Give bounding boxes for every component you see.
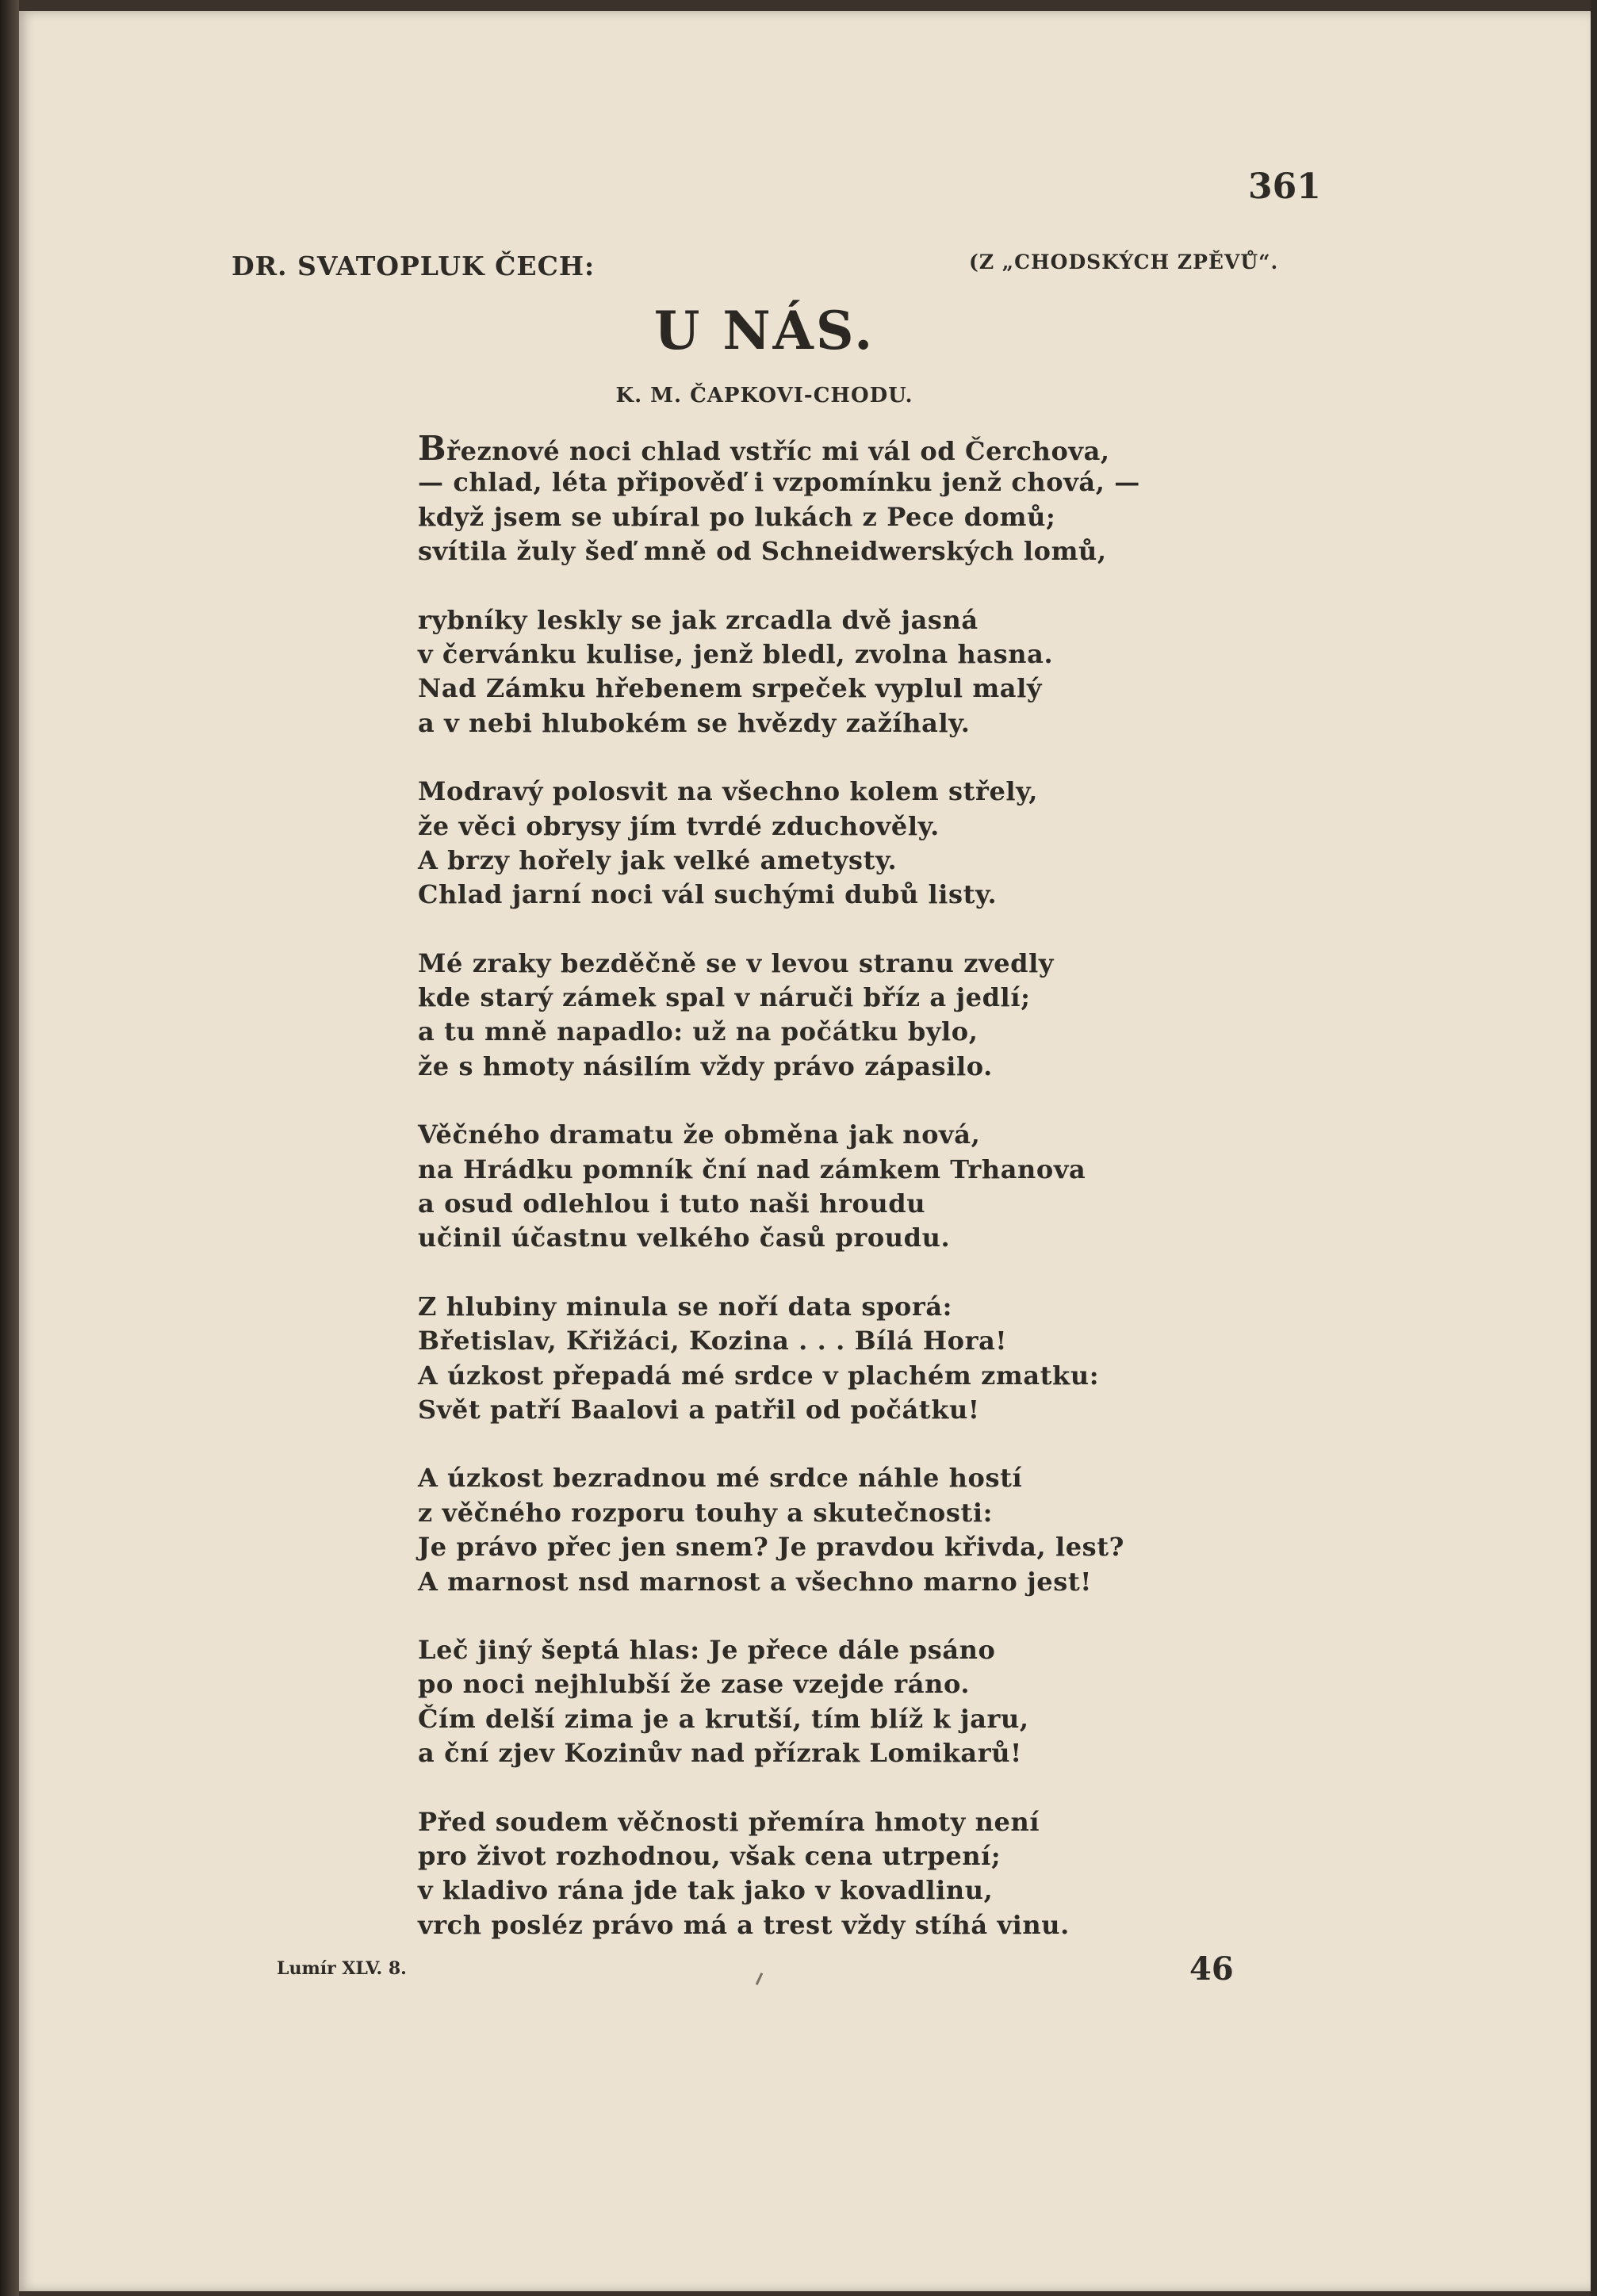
stanza — [418, 1461, 1211, 1599]
poem-line: z věčného rozporu touhy a skutečnosti: — [418, 1497, 994, 1528]
poem-line: Chlad jarní noci vál suchými dubů listy. — [418, 879, 998, 910]
poem-line: v červánku kulise, jenž bledl, zvolna hasna. — [418, 638, 1054, 669]
stanza — [418, 1805, 1211, 1943]
poem-line: pro život rozhodnou, však cena utrpení; — [418, 1840, 1001, 1871]
poem-line: a tu mně napadlo: už na počátku bylo, — [418, 1016, 978, 1047]
poem-line: Čím delší zima je a krutší, tím blíž k jaru, — [418, 1703, 1029, 1734]
poem-line: Modravý polosvit na všechno kolem střely, — [418, 776, 1039, 807]
poem-line: a v nebi hlubokém se hvězdy zažíhaly. — [418, 707, 971, 738]
poem-line: po noci nejhlubší že zase vzejde ráno. — [418, 1669, 971, 1700]
stanza — [418, 775, 1211, 913]
poem-line: Mé zraky bezděčně se v levou stranu zvedly — [418, 947, 1055, 978]
initial-letter: B — [418, 429, 447, 468]
stanza — [418, 1633, 1211, 1771]
poem-line — [418, 429, 1211, 468]
book-page — [19, 11, 1592, 2291]
poem-line: když jsem se ubíral po lukách z Pece domů; — [418, 501, 1056, 532]
poem-line: Nad Zámku hřebenem srpeček vyplul malý — [418, 673, 1043, 704]
signature-mark: 46 — [1189, 1950, 1234, 1988]
poem-line: A úzkost přepadá mé srdce v plachém zmatku: — [418, 1360, 1100, 1391]
poem-line: v kladivo rána jde tak jako v kovadlinu, — [418, 1875, 994, 1906]
page-edge — [1591, 0, 1597, 2296]
poem-line: A marnost nsd marnost a všechno marno jest! — [418, 1566, 1092, 1597]
stanza — [418, 1118, 1211, 1256]
poem-line: Je právo přec jen snem? Je pravdou křivda, lest? — [418, 1532, 1125, 1563]
source-note: (Z „CHODSKÝCH ZPĚVŮ“. — [969, 251, 1279, 274]
poem-line: a ční zjev Kozinův nad přízrak Lomikarů! — [418, 1738, 1022, 1769]
poem-line: že s hmoty násilím vždy právo zápasilo. — [418, 1050, 993, 1081]
author-name: DR. SVATOPLUK ČECH: — [232, 251, 596, 281]
poem-line: Věčného dramatu že obměna jak nová, — [418, 1119, 981, 1150]
poem-line: Leč jiný šeptá hlas: Je přece dále psáno — [418, 1634, 996, 1665]
poem-line: že věci obrysy jím tvrdé zduchověly. — [418, 810, 940, 841]
poem-line: učinil účastnu velkého časů proudu. — [418, 1223, 951, 1253]
stanza — [418, 431, 1211, 569]
poem-line: vrch posléz právo má a trest vždy stíhá vinu. — [418, 1909, 1070, 1940]
poem-line: na Hrádku pomník ční nad zámkem Trhanova — [418, 1154, 1086, 1184]
poem-line: Před soudem věčnosti přemíra hmoty není — [418, 1806, 1040, 1837]
poem-line: Břetislav, Křižáci, Kozina . . . Bílá Hora! — [418, 1326, 1008, 1357]
first-line-text: řeznové noci chlad vstříc mi vál od Čerchova, — [446, 436, 1110, 466]
poem-title: U NÁS. — [653, 300, 875, 362]
stanza — [418, 947, 1211, 1085]
poem-line: A úzkost bezradnou mé srdce náhle hostí — [418, 1463, 1023, 1494]
poem-line: rybníky leskly se jak zrcadla dvě jasná — [418, 604, 978, 635]
journal-footer: Lumír XLV. 8. — [277, 1958, 407, 1979]
poem-line: a osud odlehlou i tuto naši hroudu — [418, 1188, 926, 1219]
poem-line: svítila žuly šeď mně od Schneidwerských lomů, — [418, 536, 1107, 567]
stanza — [418, 1290, 1211, 1428]
page-number: 361 — [1248, 166, 1321, 207]
poem-line: A brzy hořely jak velké ametysty. — [418, 844, 898, 875]
book-spine — [0, 0, 19, 2296]
poem-line: Svět patří Baalovi a patřil od počátku! — [418, 1394, 980, 1425]
poem-body — [418, 431, 1211, 1976]
poem-dedication: K. M. ČAPKOVI-CHODU. — [615, 384, 913, 408]
poem-line: kde starý zámek spal v náruči bříz a jedlí; — [418, 982, 1031, 1013]
poem-line: — chlad, léta připověď i vzpomínku jenž chová, — — [418, 467, 1140, 498]
stanza — [418, 603, 1211, 741]
poem-line: Z hlubiny minula se noří data sporá: — [418, 1291, 953, 1322]
